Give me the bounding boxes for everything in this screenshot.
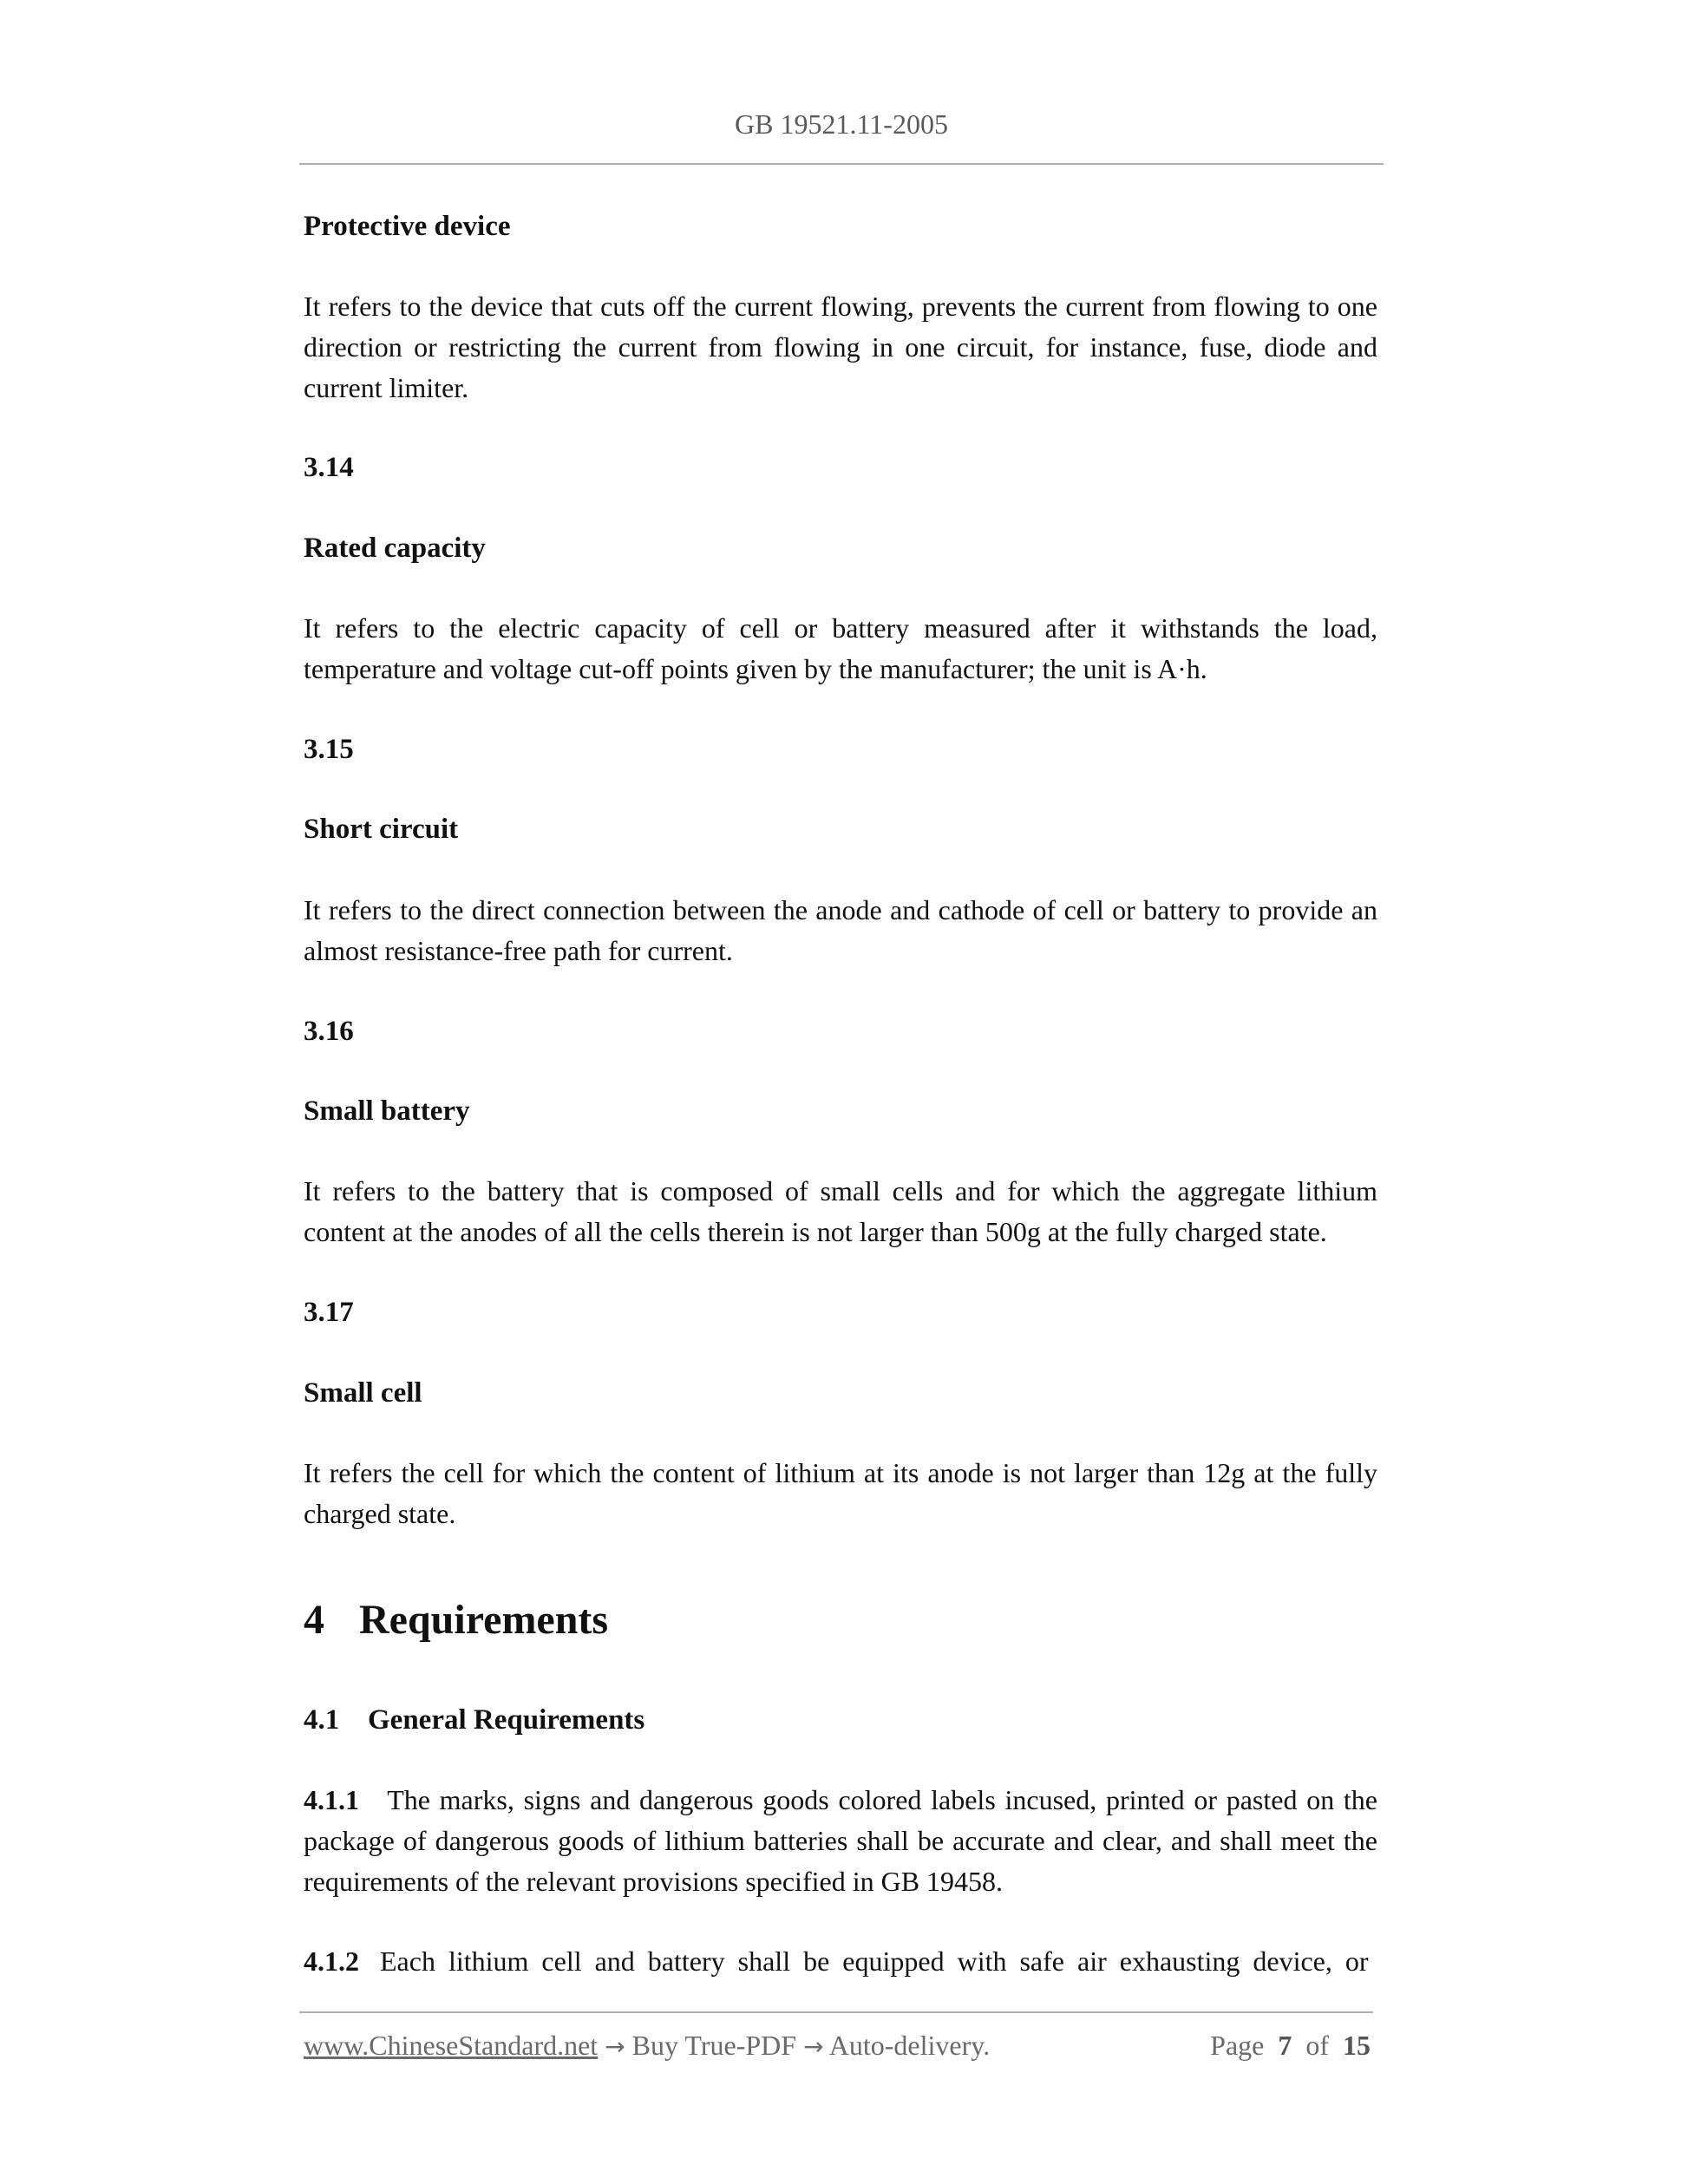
term-small-battery: Small battery	[304, 1095, 470, 1127]
header-divider	[299, 163, 1384, 165]
definition-short-circuit: It refers to the direct connection between the anode and cathode of cell or battery to provide an almost resistance-free path for current.	[304, 894, 1377, 966]
clause-number: 4.1.2	[304, 1945, 359, 1977]
subsection-number: 4.1	[304, 1704, 340, 1736]
definition-rated-capacity: It refers to the electric capacity of cell or battery measured after it withstands the load, temperature and voltage cut-off points given by the manufacturer; the unit is A·h.	[304, 612, 1377, 684]
clause-4-1-1	[304, 1780, 1377, 1902]
definition-small-battery: It refers to the battery that is composed of small cells and for which the aggregate lithium content at the anodes of all the cells therein is not larger than 500g at the fully charged state.	[304, 1175, 1377, 1247]
section-number: 4	[304, 1597, 324, 1643]
arrow-right-icon: →	[605, 2032, 625, 2061]
document-id-header: GB 19521.11-2005	[735, 108, 948, 140]
section-heading-requirements	[304, 1596, 1377, 1644]
buy-pdf-text: Buy True-PDF	[631, 2030, 797, 2061]
footer-divider	[299, 2011, 1373, 2013]
current-page-number: 7	[1278, 2030, 1292, 2061]
footer-promo	[304, 2030, 990, 2062]
term-protective-device: Protective device	[304, 211, 511, 242]
term-rated-capacity: Rated capacity	[304, 533, 486, 564]
clause-number-3-14: 3.14	[304, 452, 354, 483]
arrow-right-icon: →	[803, 2032, 824, 2061]
subsection-title: General Requirements	[368, 1704, 645, 1736]
definition-small-cell: It refers the cell for which the content of lithium at its anode is not larger than 12g at the fully charged state.	[304, 1457, 1377, 1529]
subsection-heading-general-requirements	[304, 1704, 1377, 1736]
website-link[interactable]: www.ChineseStandard.net	[304, 2030, 599, 2061]
clause-text: The marks, signs and dangerous goods colored labels incused, printed or pasted on the package of dangerous goods of lithium batteries shall be accurate and clear, and shall meet the requirements of the relevant provisions specified in GB 19458.	[304, 1784, 1378, 1897]
clause-text: Each lithium cell and battery shall be equipped with safe air exhausting device, or	[380, 1945, 1369, 1977]
clause-number-3-17: 3.17	[304, 1297, 354, 1328]
section-title: Requirements	[359, 1597, 609, 1643]
term-small-cell: Small cell	[304, 1377, 422, 1409]
total-page-count: 15	[1343, 2030, 1371, 2061]
auto-delivery-text: Auto-delivery.	[828, 2030, 991, 2061]
clause-number-3-15: 3.15	[304, 734, 354, 765]
clause-number: 4.1.1	[304, 1784, 359, 1815]
clause-number-3-16: 3.16	[304, 1016, 354, 1047]
of-label: of	[1305, 2030, 1329, 2061]
page-indicator	[1210, 2030, 1371, 2062]
page-label: Page	[1210, 2030, 1265, 2061]
term-short-circuit: Short circuit	[304, 814, 459, 845]
definition-protective-device: It refers to the device that cuts off the current flowing, prevents the current from flowing to one direction or restricting the current from flowing in one circuit, for instance, fuse, diode and current limiter.	[304, 291, 1377, 403]
clause-4-1-2	[304, 1941, 1377, 1982]
